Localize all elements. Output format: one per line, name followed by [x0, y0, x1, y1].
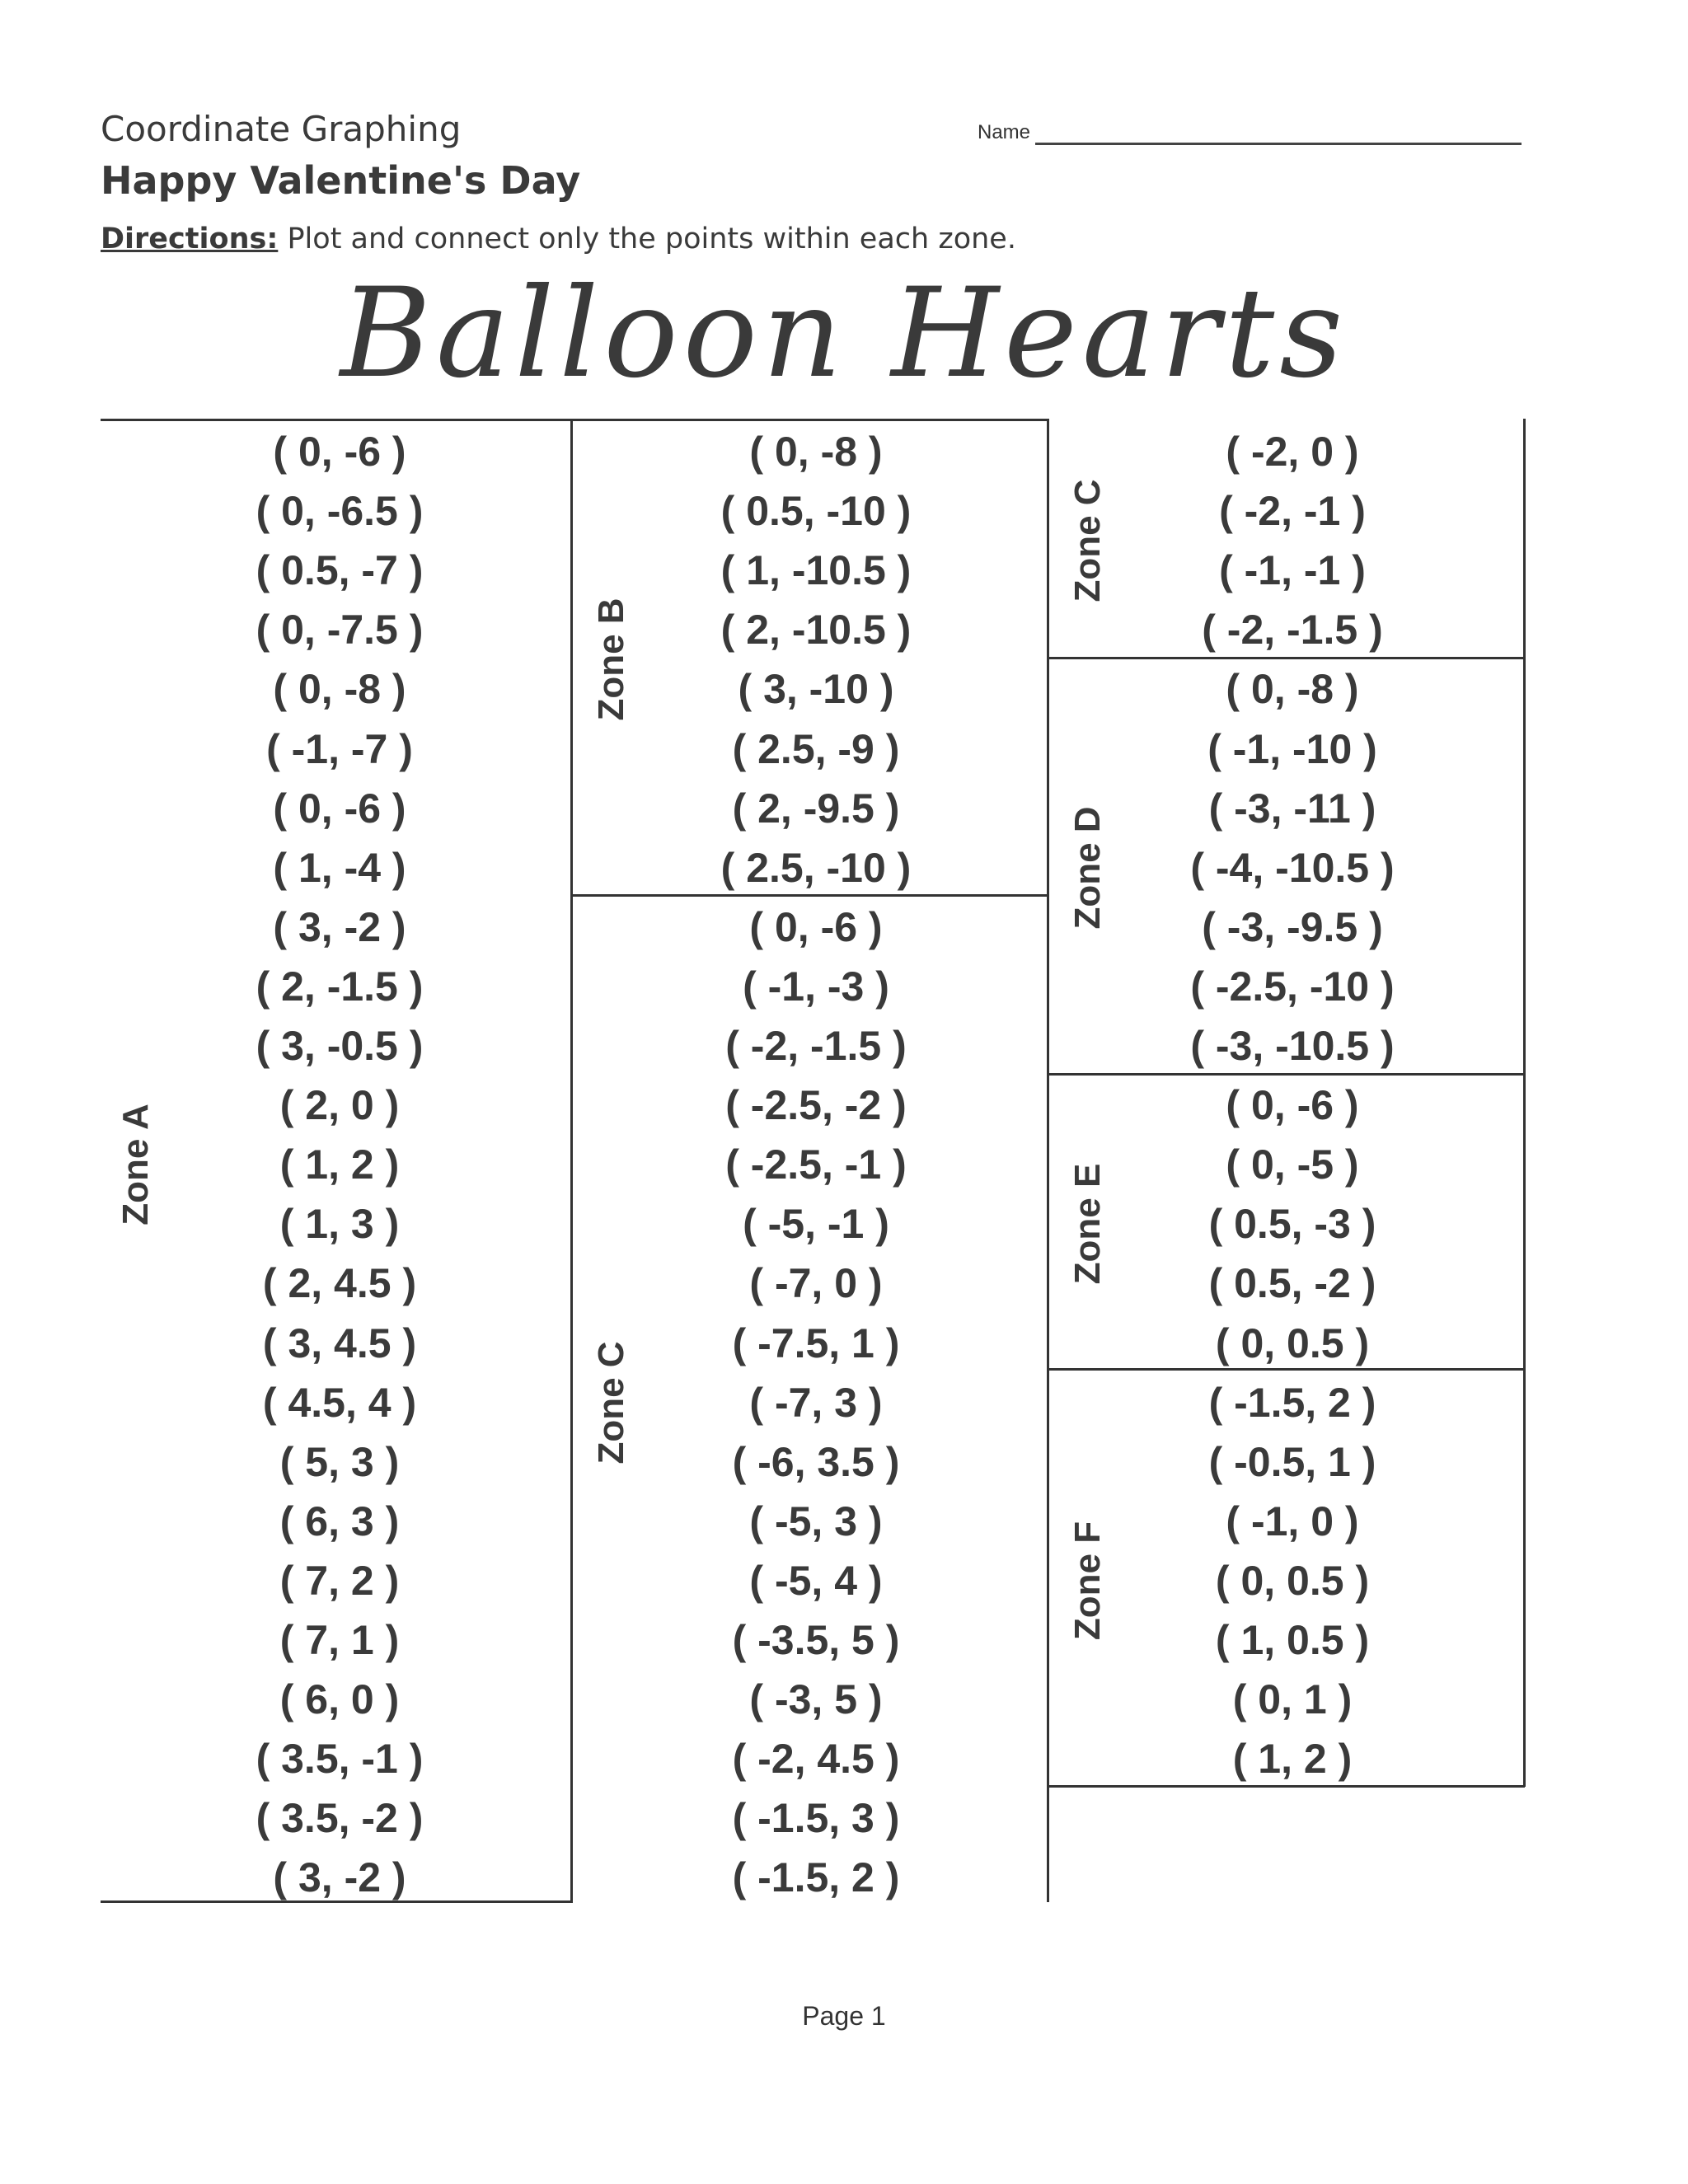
coordinate-point: ( -5, 3 ) [749, 1497, 883, 1544]
coordinate-point: ( -2, -1.5 ) [725, 1023, 907, 1069]
coordinate-point: ( -1, -7 ) [266, 725, 413, 772]
page-number: Page 1 [802, 2001, 886, 2031]
coordinate-point: ( 2.5, -9 ) [732, 725, 900, 772]
directions-label: Directions: [101, 223, 279, 255]
coordinate-point: ( 2.5, -10 ) [720, 844, 912, 891]
coordinate-point: ( -2.5, -2 ) [725, 1082, 907, 1129]
coordinate-point: ( 0, 0.5 ) [1215, 1557, 1370, 1604]
directions [101, 223, 1016, 255]
coordinate-point: ( -2, -1.5 ) [1202, 607, 1383, 654]
zone-label-col2-zone-c: Zone C [591, 1341, 631, 1465]
coordinate-point: ( 1, -10.5 ) [720, 547, 912, 594]
table-right-border [1523, 419, 1526, 1787]
coordinate-point: ( 5, 3 ) [279, 1438, 400, 1485]
coordinate-point: ( -3, 5 ) [749, 1676, 883, 1723]
coordinate-point: ( -1, -3 ) [743, 963, 889, 1010]
coordinate-point: ( 3.5, -2 ) [256, 1795, 424, 1842]
coordinate-point: ( 1, 2 ) [1232, 1736, 1353, 1783]
coordinate-point: ( -2.5, -1 ) [725, 1141, 907, 1188]
coordinate-point: ( 0.5, -10 ) [720, 488, 912, 535]
coordinate-point: ( -7, 3 ) [749, 1379, 883, 1426]
coordinate-point: ( -7, 0 ) [749, 1260, 883, 1307]
coordinate-point: ( 2, 4.5 ) [262, 1260, 417, 1307]
coordinate-point: ( 3, -0.5 ) [256, 1023, 424, 1069]
name-label: Name [978, 121, 1031, 143]
coordinate-point: ( 0, -6 ) [1226, 1082, 1359, 1129]
zone-label-col3-zone-f: Zone F [1067, 1521, 1108, 1640]
coordinate-point: ( -5, -1 ) [743, 1201, 889, 1248]
coordinate-point: ( 0.5, -2 ) [1208, 1260, 1376, 1307]
directions-text: Plot and connect only the points within each zone. [278, 223, 1016, 255]
coordinate-point: ( 3, -10 ) [738, 666, 894, 713]
coordinate-point: ( 1, 0.5 ) [1215, 1617, 1370, 1663]
coordinate-point: ( -2, 4.5 ) [732, 1736, 900, 1783]
zone-e-bottom-border [1047, 1368, 1525, 1371]
coordinate-point: ( 3.5, -1 ) [256, 1736, 424, 1783]
zone-label-col3-zone-d: Zone D [1067, 806, 1108, 930]
coordinate-point: ( 0, -6 ) [273, 429, 406, 475]
worksheet-title: Happy Valentine's Day [101, 158, 581, 203]
coordinate-point: ( 4.5, 4 ) [262, 1379, 417, 1426]
coordinate-point: ( -2, -1 ) [1219, 488, 1366, 535]
coordinate-point: ( 0.5, -7 ) [256, 547, 424, 594]
coordinate-point: ( 7, 1 ) [279, 1617, 400, 1663]
coordinate-point: ( 2, -1.5 ) [256, 963, 424, 1010]
coordinate-point: ( 0, 1 ) [1232, 1676, 1353, 1723]
coordinate-point: ( 3, -2 ) [273, 903, 406, 950]
zone-f-bottom-border [1047, 1785, 1525, 1788]
coordinate-point: ( 0, -8 ) [273, 666, 406, 713]
table-top-border [101, 419, 1048, 421]
coordinate-point: ( -1.5, 2 ) [1208, 1379, 1376, 1426]
coordinate-point: ( 3, -2 ) [273, 1854, 406, 1901]
coordinate-point: ( -1.5, 2 ) [732, 1854, 900, 1901]
coordinate-point: ( -2.5, -10 ) [1190, 963, 1395, 1010]
coordinate-point: ( 6, 3 ) [279, 1497, 400, 1544]
coordinate-point: ( 7, 2 ) [279, 1557, 400, 1604]
coordinate-point: ( 0, -6 ) [749, 903, 883, 950]
worksheet-subject: Coordinate Graphing [101, 109, 462, 149]
coordinate-point: ( 6, 0 ) [279, 1676, 400, 1723]
coordinate-point: ( 2, -9.5 ) [732, 785, 900, 832]
coordinate-point: ( 0, -5 ) [1226, 1141, 1359, 1188]
zone-label-col3-zone-c: Zone C [1067, 479, 1108, 602]
coordinate-point: ( -3.5, 5 ) [732, 1617, 900, 1663]
coordinate-point: ( -3, -11 ) [1208, 785, 1376, 832]
column-divider-2 [1047, 419, 1049, 1902]
coordinate-point: ( 0, -7.5 ) [256, 607, 424, 654]
zone-label-col3-zone-e: Zone E [1067, 1163, 1108, 1285]
coordinate-point: ( -5, 4 ) [749, 1557, 883, 1604]
coordinate-point: ( -4, -10.5 ) [1190, 844, 1395, 891]
coordinate-point: ( 0, -6 ) [273, 785, 406, 832]
coordinate-point: ( -3, -10.5 ) [1190, 1023, 1395, 1069]
coordinate-point: ( 0, -6.5 ) [256, 488, 424, 535]
coordinate-point: ( 0, 0.5 ) [1215, 1319, 1370, 1366]
coordinate-point: ( 0, -8 ) [749, 429, 883, 475]
zone-c-col3-bottom-border [1047, 657, 1525, 659]
coordinate-point: ( 0.5, -3 ) [1208, 1201, 1376, 1248]
zone-label-col1-zone-a: Zone A [115, 1104, 156, 1226]
zone-b-bottom-border [570, 894, 1048, 897]
coordinate-point: ( -3, -9.5 ) [1202, 903, 1383, 950]
name-field-line[interactable] [1035, 143, 1522, 145]
coordinate-point: ( 2, -10.5 ) [720, 607, 912, 654]
column-divider-1 [570, 419, 573, 1902]
coordinate-point: ( -1, -10 ) [1207, 725, 1377, 772]
zone-d-bottom-border [1047, 1073, 1525, 1076]
coordinate-point: ( -1, -1 ) [1219, 547, 1366, 594]
coordinate-point: ( -7.5, 1 ) [732, 1319, 900, 1366]
coordinate-point: ( -1, 0 ) [1226, 1497, 1359, 1544]
coordinate-point: ( -6, 3.5 ) [732, 1438, 900, 1485]
coordinate-point: ( 1, 2 ) [279, 1141, 400, 1188]
coordinate-point: ( 2, 0 ) [279, 1082, 400, 1129]
coordinate-point: ( -1.5, 3 ) [732, 1795, 900, 1842]
banner-title: Balloon Hearts [340, 262, 1348, 405]
zone-label-col2-zone-b: Zone B [591, 598, 631, 721]
coordinate-point: ( -2, 0 ) [1226, 429, 1359, 475]
coordinate-point: ( 1, 3 ) [279, 1201, 400, 1248]
coordinate-point: ( 1, -4 ) [273, 844, 406, 891]
coordinate-point: ( 3, 4.5 ) [262, 1319, 417, 1366]
coordinate-point: ( 0, -8 ) [1226, 666, 1359, 713]
coordinate-point: ( -0.5, 1 ) [1208, 1438, 1376, 1485]
